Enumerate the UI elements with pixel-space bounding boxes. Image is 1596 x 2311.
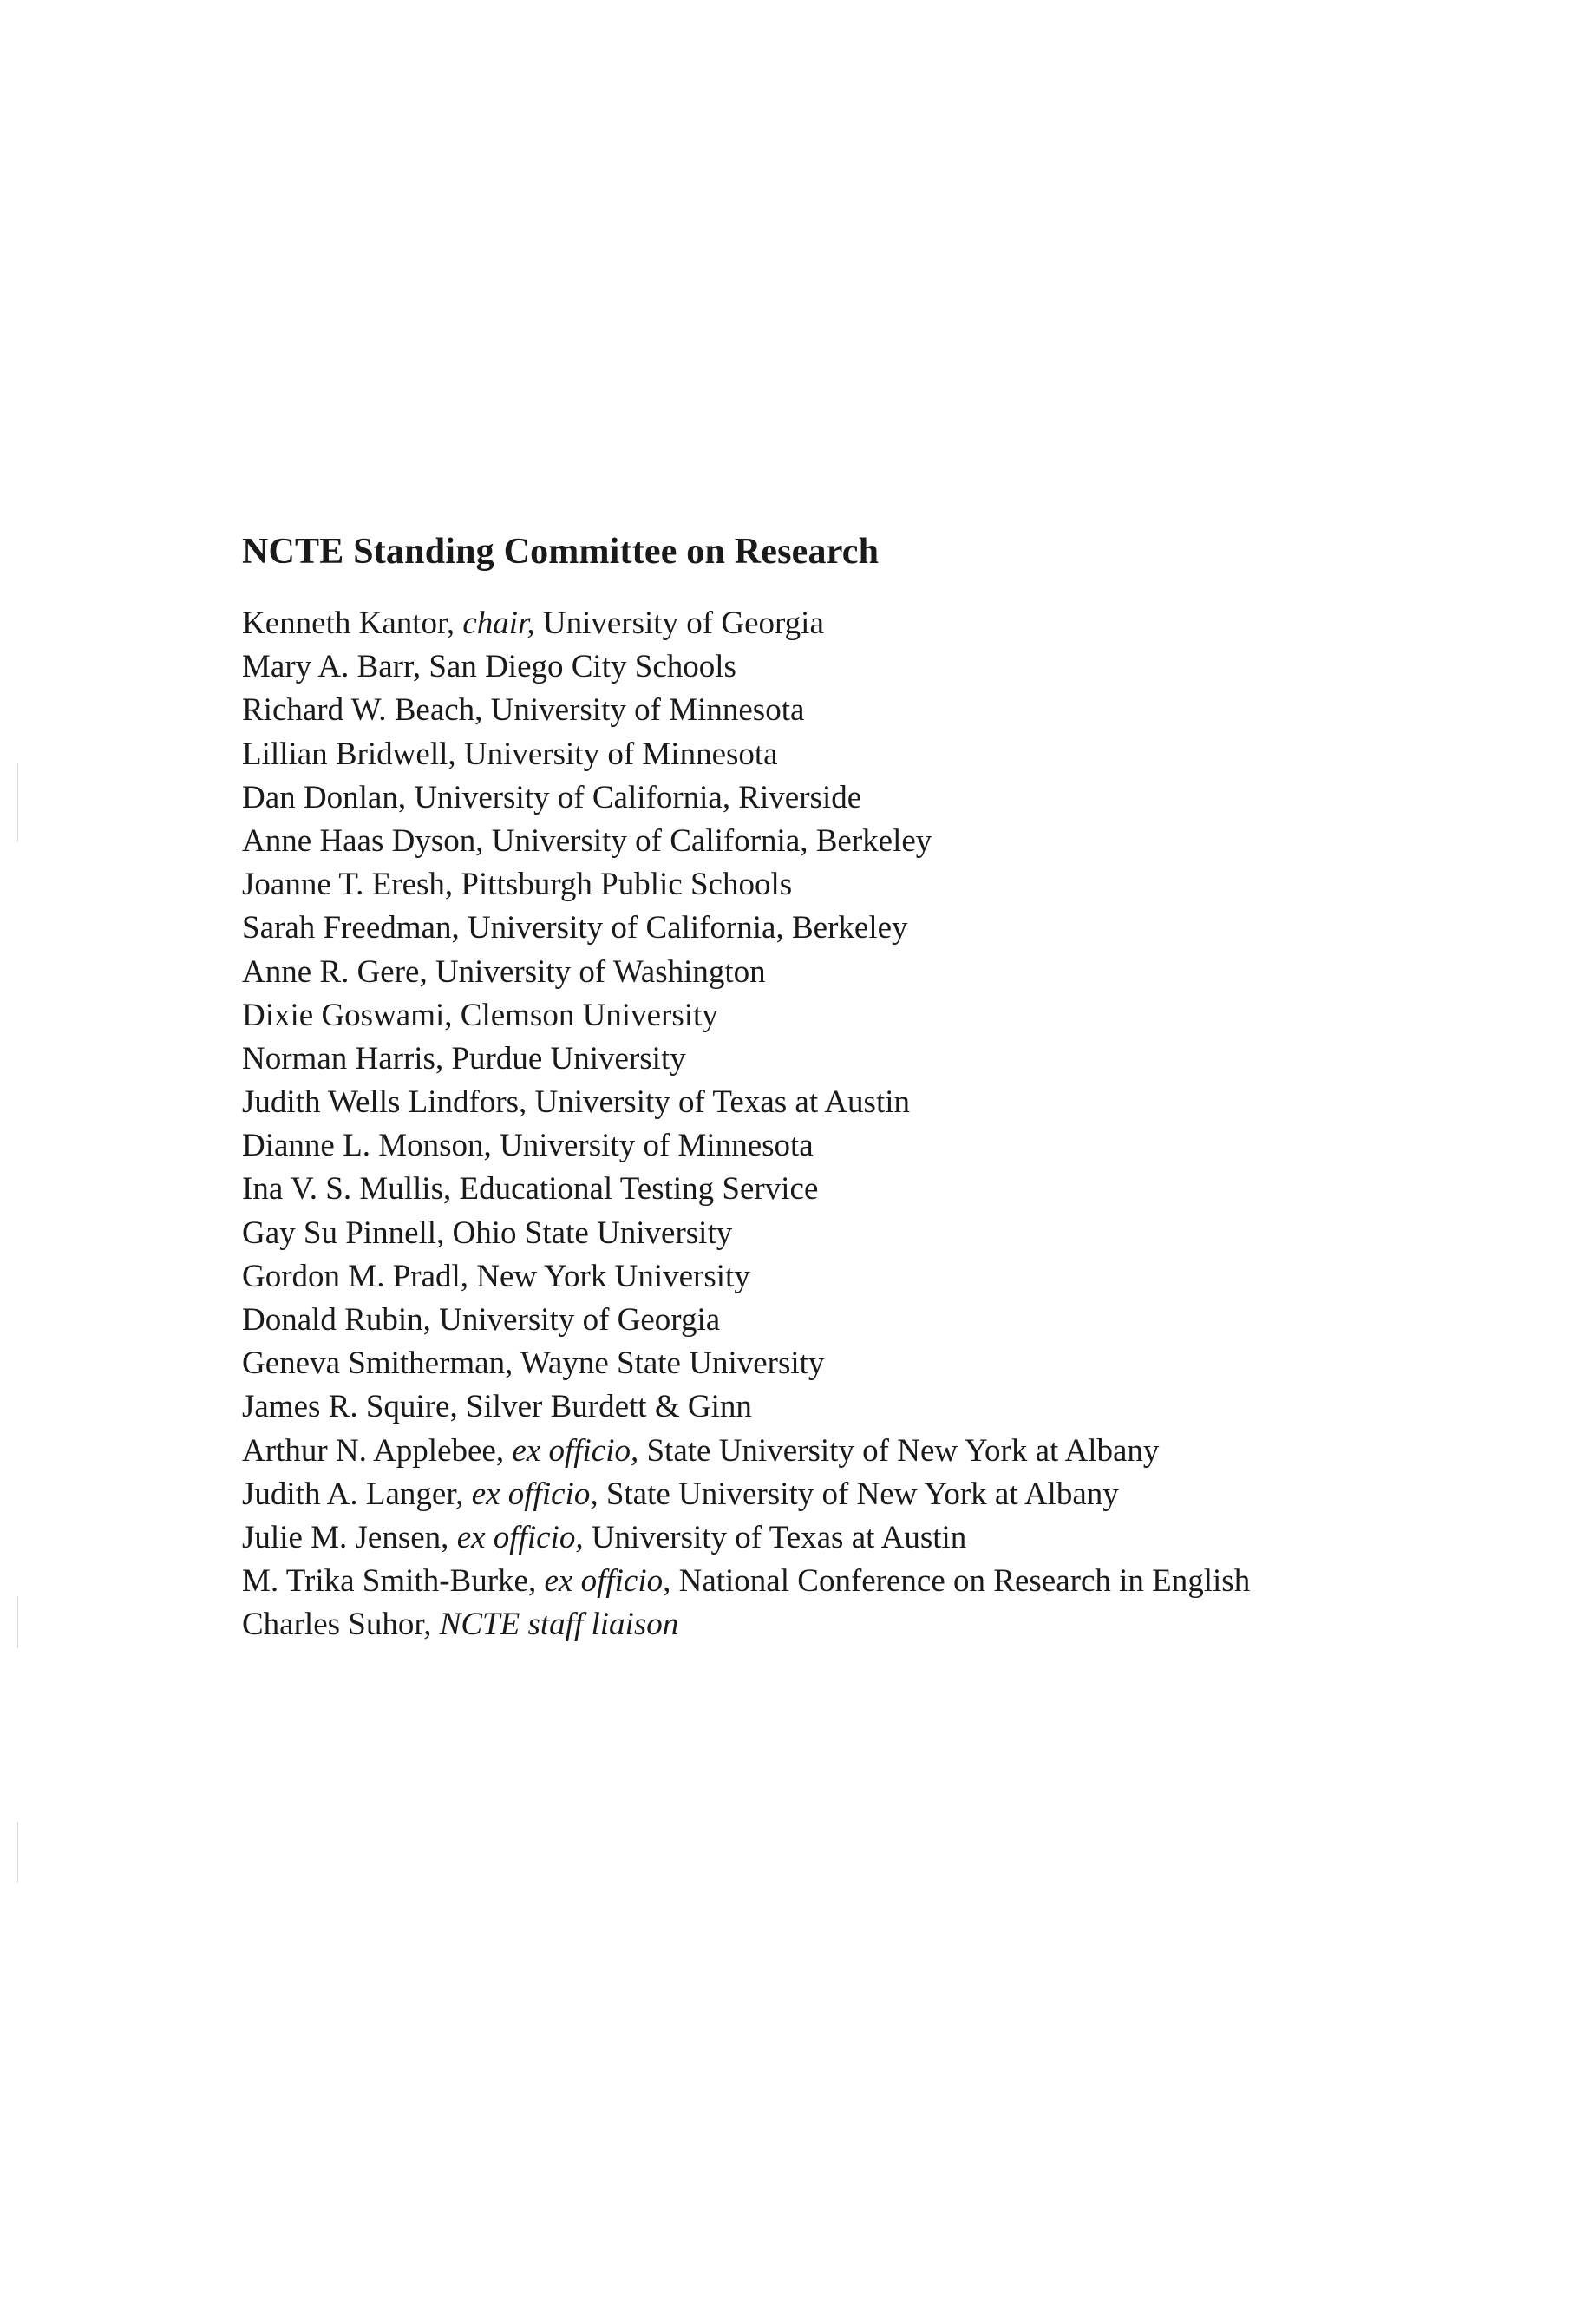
- member-line: [242, 994, 1250, 1038]
- member-role: ex officio,: [544, 1563, 671, 1600]
- member-name: James R. Squire, Silver Burdett & Ginn: [242, 1389, 752, 1425]
- scan-artifact: [17, 763, 18, 841]
- member-role: NCTE staff liaison: [439, 1607, 679, 1643]
- member-line: [242, 907, 1250, 950]
- member-affiliation: State University of New York at Albany: [638, 1432, 1160, 1469]
- member-line: [242, 1430, 1250, 1473]
- member-line: [242, 602, 1250, 645]
- member-name: Arthur N. Applebee,: [242, 1432, 513, 1469]
- member-name: Kenneth Kantor,: [242, 606, 463, 641]
- member-name: Judith A. Langer,: [242, 1476, 472, 1512]
- member-name: Dianne L. Monson, University of Minnesota: [242, 1128, 814, 1164]
- committee-heading: NCTE Standing Committee on Research: [242, 532, 880, 572]
- member-name: Judith Wells Lindfors, University of Texas at Austin: [242, 1084, 911, 1121]
- member-line: [242, 1299, 1250, 1342]
- member-affiliation: National Conference on Research in English: [670, 1563, 1251, 1600]
- member-name: Julie M. Jensen,: [242, 1519, 457, 1555]
- member-line: [242, 1124, 1250, 1168]
- member-line: [242, 951, 1250, 994]
- member-line: [242, 1038, 1250, 1081]
- member-role: chair,: [462, 606, 535, 641]
- member-name: Anne R. Gere, University of Washington: [242, 953, 766, 990]
- member-line: [242, 1255, 1250, 1299]
- member-line: [242, 689, 1250, 732]
- member-name: Dixie Goswami, Clemson University: [242, 997, 718, 1033]
- member-line: [242, 1560, 1250, 1603]
- member-line: [242, 863, 1250, 907]
- member-line: [242, 1385, 1250, 1429]
- member-line: [242, 1081, 1250, 1124]
- member-affiliation: State University of New York at Albany: [598, 1476, 1119, 1512]
- member-name: Mary A. Barr, San Diego City Schools: [242, 649, 736, 685]
- member-role: ex officio,: [471, 1476, 598, 1512]
- member-line: [242, 1516, 1250, 1560]
- member-name: Dan Donlan, University of California, Riverside: [242, 779, 862, 815]
- member-name: Richard W. Beach, University of Minnesota: [242, 692, 805, 729]
- member-line: [242, 776, 1250, 820]
- scan-artifact: [17, 1822, 18, 1882]
- member-line: [242, 1342, 1250, 1385]
- member-line: [242, 1212, 1250, 1255]
- member-name: Geneva Smitherman, Wayne State University: [242, 1345, 825, 1382]
- member-name: Anne Haas Dyson, University of California, Berkeley: [242, 822, 932, 859]
- member-line: [242, 733, 1250, 776]
- member-name: Joanne T. Eresh, Pittsburgh Public Schools: [242, 867, 793, 903]
- scan-artifact: [17, 1596, 18, 1648]
- member-name: M. Trika Smith-Burke,: [242, 1563, 545, 1600]
- member-line: [242, 1473, 1250, 1516]
- member-line: [242, 645, 1250, 689]
- member-role: ex officio,: [456, 1519, 584, 1555]
- member-line: [242, 1168, 1250, 1211]
- member-name: Gordon M. Pradl, New York University: [242, 1258, 750, 1294]
- member-line: [242, 820, 1250, 863]
- member-affiliation: University of Georgia: [534, 606, 824, 641]
- member-name: Norman Harris, Purdue University: [242, 1040, 686, 1077]
- member-name: Ina V. S. Mullis, Educational Testing Service: [242, 1171, 819, 1208]
- member-name: Gay Su Pinnell, Ohio State University: [242, 1214, 733, 1251]
- member-name: Sarah Freedman, University of California, Berkeley: [242, 910, 908, 946]
- member-name: Charles Suhor,: [242, 1607, 440, 1643]
- member-role: ex officio,: [512, 1432, 639, 1469]
- member-line: [242, 1603, 1250, 1647]
- member-list: [242, 602, 1250, 1647]
- member-name: Donald Rubin, University of Georgia: [242, 1302, 721, 1338]
- member-affiliation: University of Texas at Austin: [583, 1519, 967, 1555]
- member-name: Lillian Bridwell, University of Minnesota: [242, 736, 778, 772]
